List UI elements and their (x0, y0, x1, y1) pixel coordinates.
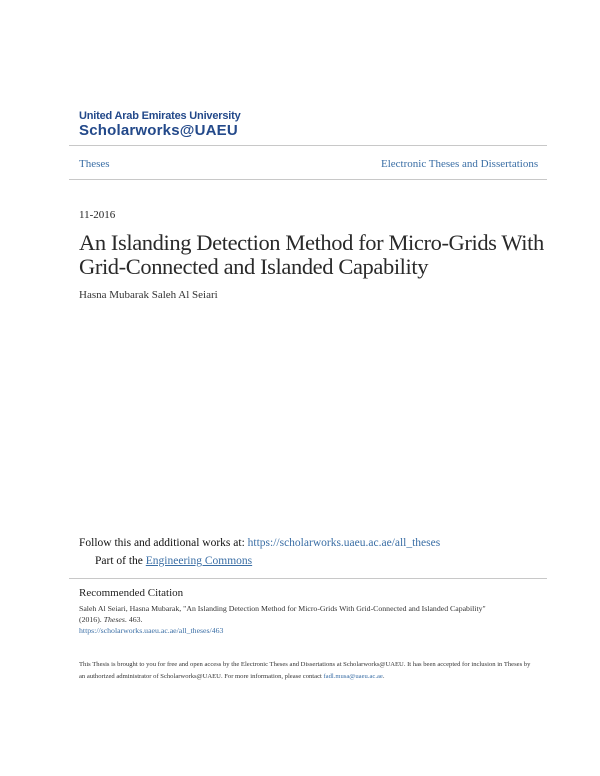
follow-line (79, 537, 440, 549)
nav-theses-link[interactable]: Theses (79, 158, 110, 170)
nav-etd-link[interactable]: Electronic Theses and Dissertations (381, 158, 539, 170)
citation-heading: Recommended Citation (79, 587, 184, 599)
contact-email-link[interactable]: fadl.musa@uaeu.ac.ae (323, 673, 383, 680)
follow-url-link[interactable]: https://scholarworks.uaeu.ac.ae/all_theses (247, 537, 441, 549)
citation-url-link[interactable]: https://scholarworks.uaeu.ac.ae/all_theses/463 (79, 626, 224, 635)
footer-end: . (382, 673, 385, 680)
citation-number: . 463. (124, 615, 143, 624)
publication-date: 11-2016 (79, 209, 116, 221)
document-title: An Islanding Detection Method for Micro-Grids With Grid-Connected and Islanded Capability (79, 230, 544, 279)
nav-divider (69, 179, 547, 180)
repository-name[interactable]: Scholarworks@UAEU (79, 122, 238, 139)
citation-series: Theses (103, 615, 125, 624)
citation-authors: Saleh Al Seiari, Hasna Mubarak, "An Islanding Detection Method for Micro-Grids With Grid-Connected and Islanded Capability" (79, 604, 486, 613)
follow-prefix: Follow this and additional works at: (79, 537, 248, 549)
engineering-commons-link[interactable]: Engineering Commons (145, 555, 253, 567)
footer-notice (79, 659, 534, 683)
footer-text: This Thesis is brought to you for free and open access by the Electronic Theses and Dissertations at Scholarworks@UAEU. It has been accepted for inclusion in Theses by an authorized administrator of Scholarworks@UAEU. For more information, please contact (79, 661, 531, 680)
part-of-prefix: Part of the (95, 555, 146, 567)
author-name: Hasna Mubarak Saleh Al Seiari (79, 289, 218, 301)
citation-divider (69, 578, 547, 579)
citation-year: (2016). (79, 615, 104, 624)
header-divider (69, 145, 547, 146)
citation-body (79, 603, 529, 636)
part-of-line (95, 555, 252, 567)
university-name: United Arab Emirates University (79, 110, 241, 122)
